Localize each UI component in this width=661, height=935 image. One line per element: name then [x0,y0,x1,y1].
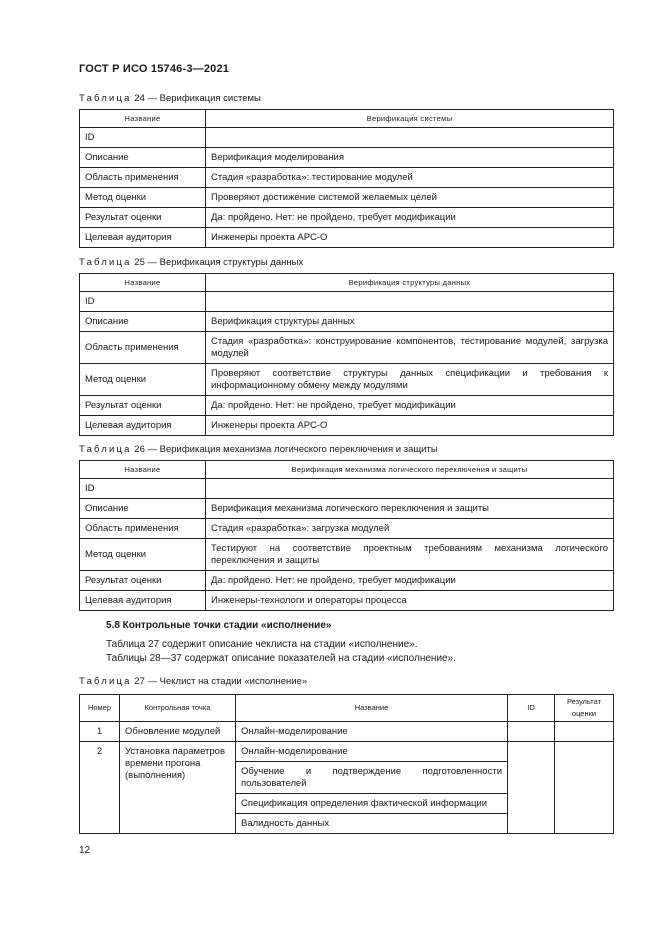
table-title: — Верификация системы [147,93,261,104]
table-row [80,188,614,208]
row-value: Стадия «разработка»: конструирование компонентов, тестирование модулей, загрузка модулей [206,332,614,364]
table-header-row [80,695,614,722]
row-value: Верификация структуры данных [206,312,614,332]
row-label: Метод оценки [80,188,206,208]
row-value: Инженеры-технологи и операторы процесса [206,591,614,611]
table-row [80,499,614,519]
column-header-name: Название [236,695,508,722]
row-checkpoint: Установка параметров времени прогона (выполнения) [120,742,236,834]
table-row [80,591,614,611]
section-paragraph: Таблица 27 содержит описание чеклиста на стадии «исполнение». [106,639,418,650]
row-value [206,292,614,312]
table-word: Таблица [79,257,132,268]
table-word: Таблица [79,93,132,104]
row-value [206,479,614,499]
column-header-value: Верификация механизма логического переключения и защиты [206,461,614,479]
table-row [80,364,614,396]
row-result [555,722,614,742]
table-row [80,228,614,248]
column-header-name: Название [80,110,206,128]
row-label: Описание [80,312,206,332]
column-header-value: Верификация системы [206,110,614,128]
row-label: Область применения [80,168,206,188]
table-title: — Чеклист на стадии «исполнение» [147,676,308,687]
table-row [80,128,614,148]
row-label: Целевая аудитория [80,228,206,248]
column-header-name: Название [80,274,206,292]
table-title: — Верификация механизма логического переключения и защиты [147,444,438,455]
row-result [555,742,614,834]
table-row [80,396,614,416]
column-header-result: Результат оценки [555,695,614,722]
table-header-row [80,274,614,292]
row-value [206,128,614,148]
row-value: Проверяют соответствие структуры данных спецификации и требования к информационному обмену между модулями [206,364,614,396]
row-value: Проверяют достижение системой желаемых целей [206,188,614,208]
row-label: Область применения [80,519,206,539]
table-word: Таблица [79,676,132,687]
row-checkpoint: Обновление модулей [120,722,236,742]
row-label: Метод оценки [80,364,206,396]
table-number: 25 [134,257,145,268]
table-word: Таблица [79,444,132,455]
spec-table [79,460,614,611]
row-number: 2 [80,742,120,834]
table-row [80,539,614,571]
table-title: — Верификация структуры данных [147,257,304,268]
row-name: Спецификация определения фактической информации [236,794,508,814]
row-label: ID [80,292,206,312]
table-header-row [80,110,614,128]
row-id [508,722,555,742]
table-row [80,519,614,539]
row-value: Стадия «разработка»: тестирование модулей [206,168,614,188]
table-row [80,722,614,742]
spec-table [79,273,614,436]
table-number: 26 [134,444,145,455]
row-name: Обучение и подтверждение подготовленности пользователей [236,762,508,794]
row-label: ID [80,128,206,148]
table-number: 27 [134,676,145,687]
table-row [80,416,614,436]
row-label: Описание [80,499,206,519]
row-label: Целевая аудитория [80,591,206,611]
table-number: 24 [134,93,145,104]
row-value: Да: пройдено. Нет: не пройдено, требует модификации [206,396,614,416]
section-heading: 5.8 Контрольные точки стадии «исполнение» [106,620,332,631]
row-name: Онлайн-моделирование [236,722,508,742]
column-header-id: ID [508,695,555,722]
row-label: Результат оценки [80,208,206,228]
row-name: Валидность данных [236,814,508,834]
table-caption [79,676,307,687]
table-row [80,571,614,591]
column-header-checkpoint: Контрольная точка [120,695,236,722]
checklist-table [79,694,614,834]
table-header-row [80,461,614,479]
row-label: Результат оценки [80,571,206,591]
document-header: ГОСТ Р ИСО 15746-3—2021 [79,63,230,75]
table-row [80,479,614,499]
row-label: Описание [80,148,206,168]
table-row [80,332,614,364]
row-label: Целевая аудитория [80,416,206,436]
table-caption [79,257,303,268]
spec-table [79,109,614,248]
row-value: Инженеры проекта АРС-О [206,228,614,248]
page-number: 12 [79,845,91,856]
table-caption [79,444,438,455]
row-value: Тестируют на соответствие проектным требованиям механизма логического переключения и защиты [206,539,614,571]
row-label: ID [80,479,206,499]
row-value: Верификация механизма логического переключения и защиты [206,499,614,519]
row-label: Результат оценки [80,396,206,416]
row-label: Метод оценки [80,539,206,571]
row-number: 1 [80,722,120,742]
table-caption [79,93,261,104]
table-row [80,742,614,762]
row-name: Онлайн-моделирование [236,742,508,762]
table-row [80,168,614,188]
table-row [80,292,614,312]
column-header-value: Верификация структуры данных [206,274,614,292]
row-value: Да: пройдено. Нет: не пройдено, требует модификации [206,208,614,228]
row-value: Стадия «разработка»: загрузка модулей [206,519,614,539]
column-header-number: Номер [80,695,120,722]
table-row [80,312,614,332]
row-value: Верификация моделирования [206,148,614,168]
column-header-name: Название [80,461,206,479]
row-value: Да: пройдено. Нет: не пройдено, требует модификации [206,571,614,591]
row-id [508,742,555,834]
section-paragraph: Таблицы 28—37 содержат описание показателей на стадии «исполнение». [106,653,456,664]
row-value: Инженеры проекта АРС-О [206,416,614,436]
table-row [80,148,614,168]
table-row [80,208,614,228]
row-label: Область применения [80,332,206,364]
